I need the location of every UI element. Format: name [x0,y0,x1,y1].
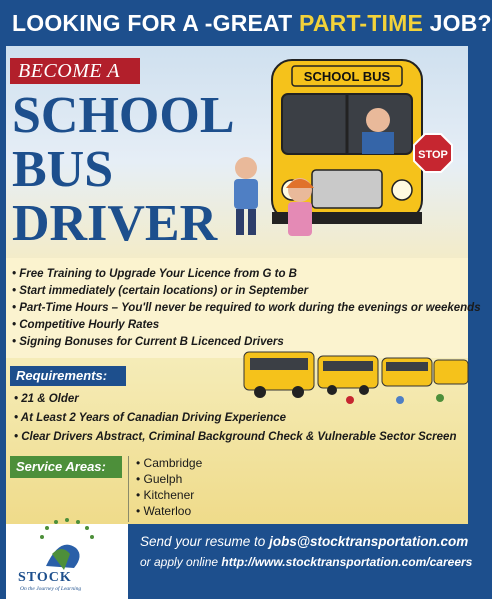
title-line-bus: BUS [12,141,114,198]
headline-banner [0,0,492,46]
headline-text-1: LOOKING FOR A -GREAT [12,10,299,36]
service-area-item: • Guelph [136,471,202,487]
bus-sign-text: SCHOOL BUS [303,69,391,84]
title-line-school: SCHOOL [12,87,235,144]
driver-head [366,108,390,132]
become-a-label: BECOME A [10,58,140,84]
headline-text-2: JOB? [423,10,492,36]
requirements-heading: Requirements: [10,366,126,386]
title-line-driver: DRIVER [12,195,218,252]
contact-panel [128,524,473,599]
perk-item: • Part-Time Hours – You'll never be required to work during the evenings or weekends [12,300,468,317]
child-boy-icon [235,157,257,179]
service-area-item: • Kitchener [136,487,202,503]
perk-item: • Free Training to Upgrade Your Licence from G to B [12,266,468,283]
service-area-item: • Waterloo [136,503,202,519]
service-areas-heading: Service Areas: [10,456,122,478]
service-areas-list [136,455,202,519]
right-headlight [392,180,412,200]
headline-highlight: PART-TIME [299,10,424,36]
apply-online-line [140,552,473,572]
perk-item: • Signing Bonuses for Current B Licenced Drivers [12,334,468,351]
logo-stars-icon [40,518,94,539]
stop-sign-text: STOP [418,149,448,161]
apply-prefix: or apply online [140,555,222,569]
school-bus-illustration [220,50,470,256]
requirement-item: • Clear Drivers Abstract, Criminal Background Check & Vulnerable Sector Screen [14,428,456,447]
service-areas-divider [128,456,129,522]
requirement-item: • 21 & Older [14,390,456,409]
requirement-item: • At Least 2 Years of Canadian Driving Experience [14,409,456,428]
send-resume-line [140,532,468,552]
logo-tagline: On the Journey of Learning [20,586,82,592]
service-area-item: • Cambridge [136,455,202,471]
careers-url-link[interactable]: http://www.stocktransportation.com/careers [221,555,473,569]
perk-item: • Competitive Hourly Rates [12,317,468,334]
logo-word: STOCK [18,570,72,585]
send-prefix: Send your resume to [140,534,270,549]
requirements-list [14,390,456,447]
perk-item: • Start immediately (certain locations) or in September [12,283,468,300]
email-link[interactable]: jobs@stocktransportation.com [269,534,469,549]
